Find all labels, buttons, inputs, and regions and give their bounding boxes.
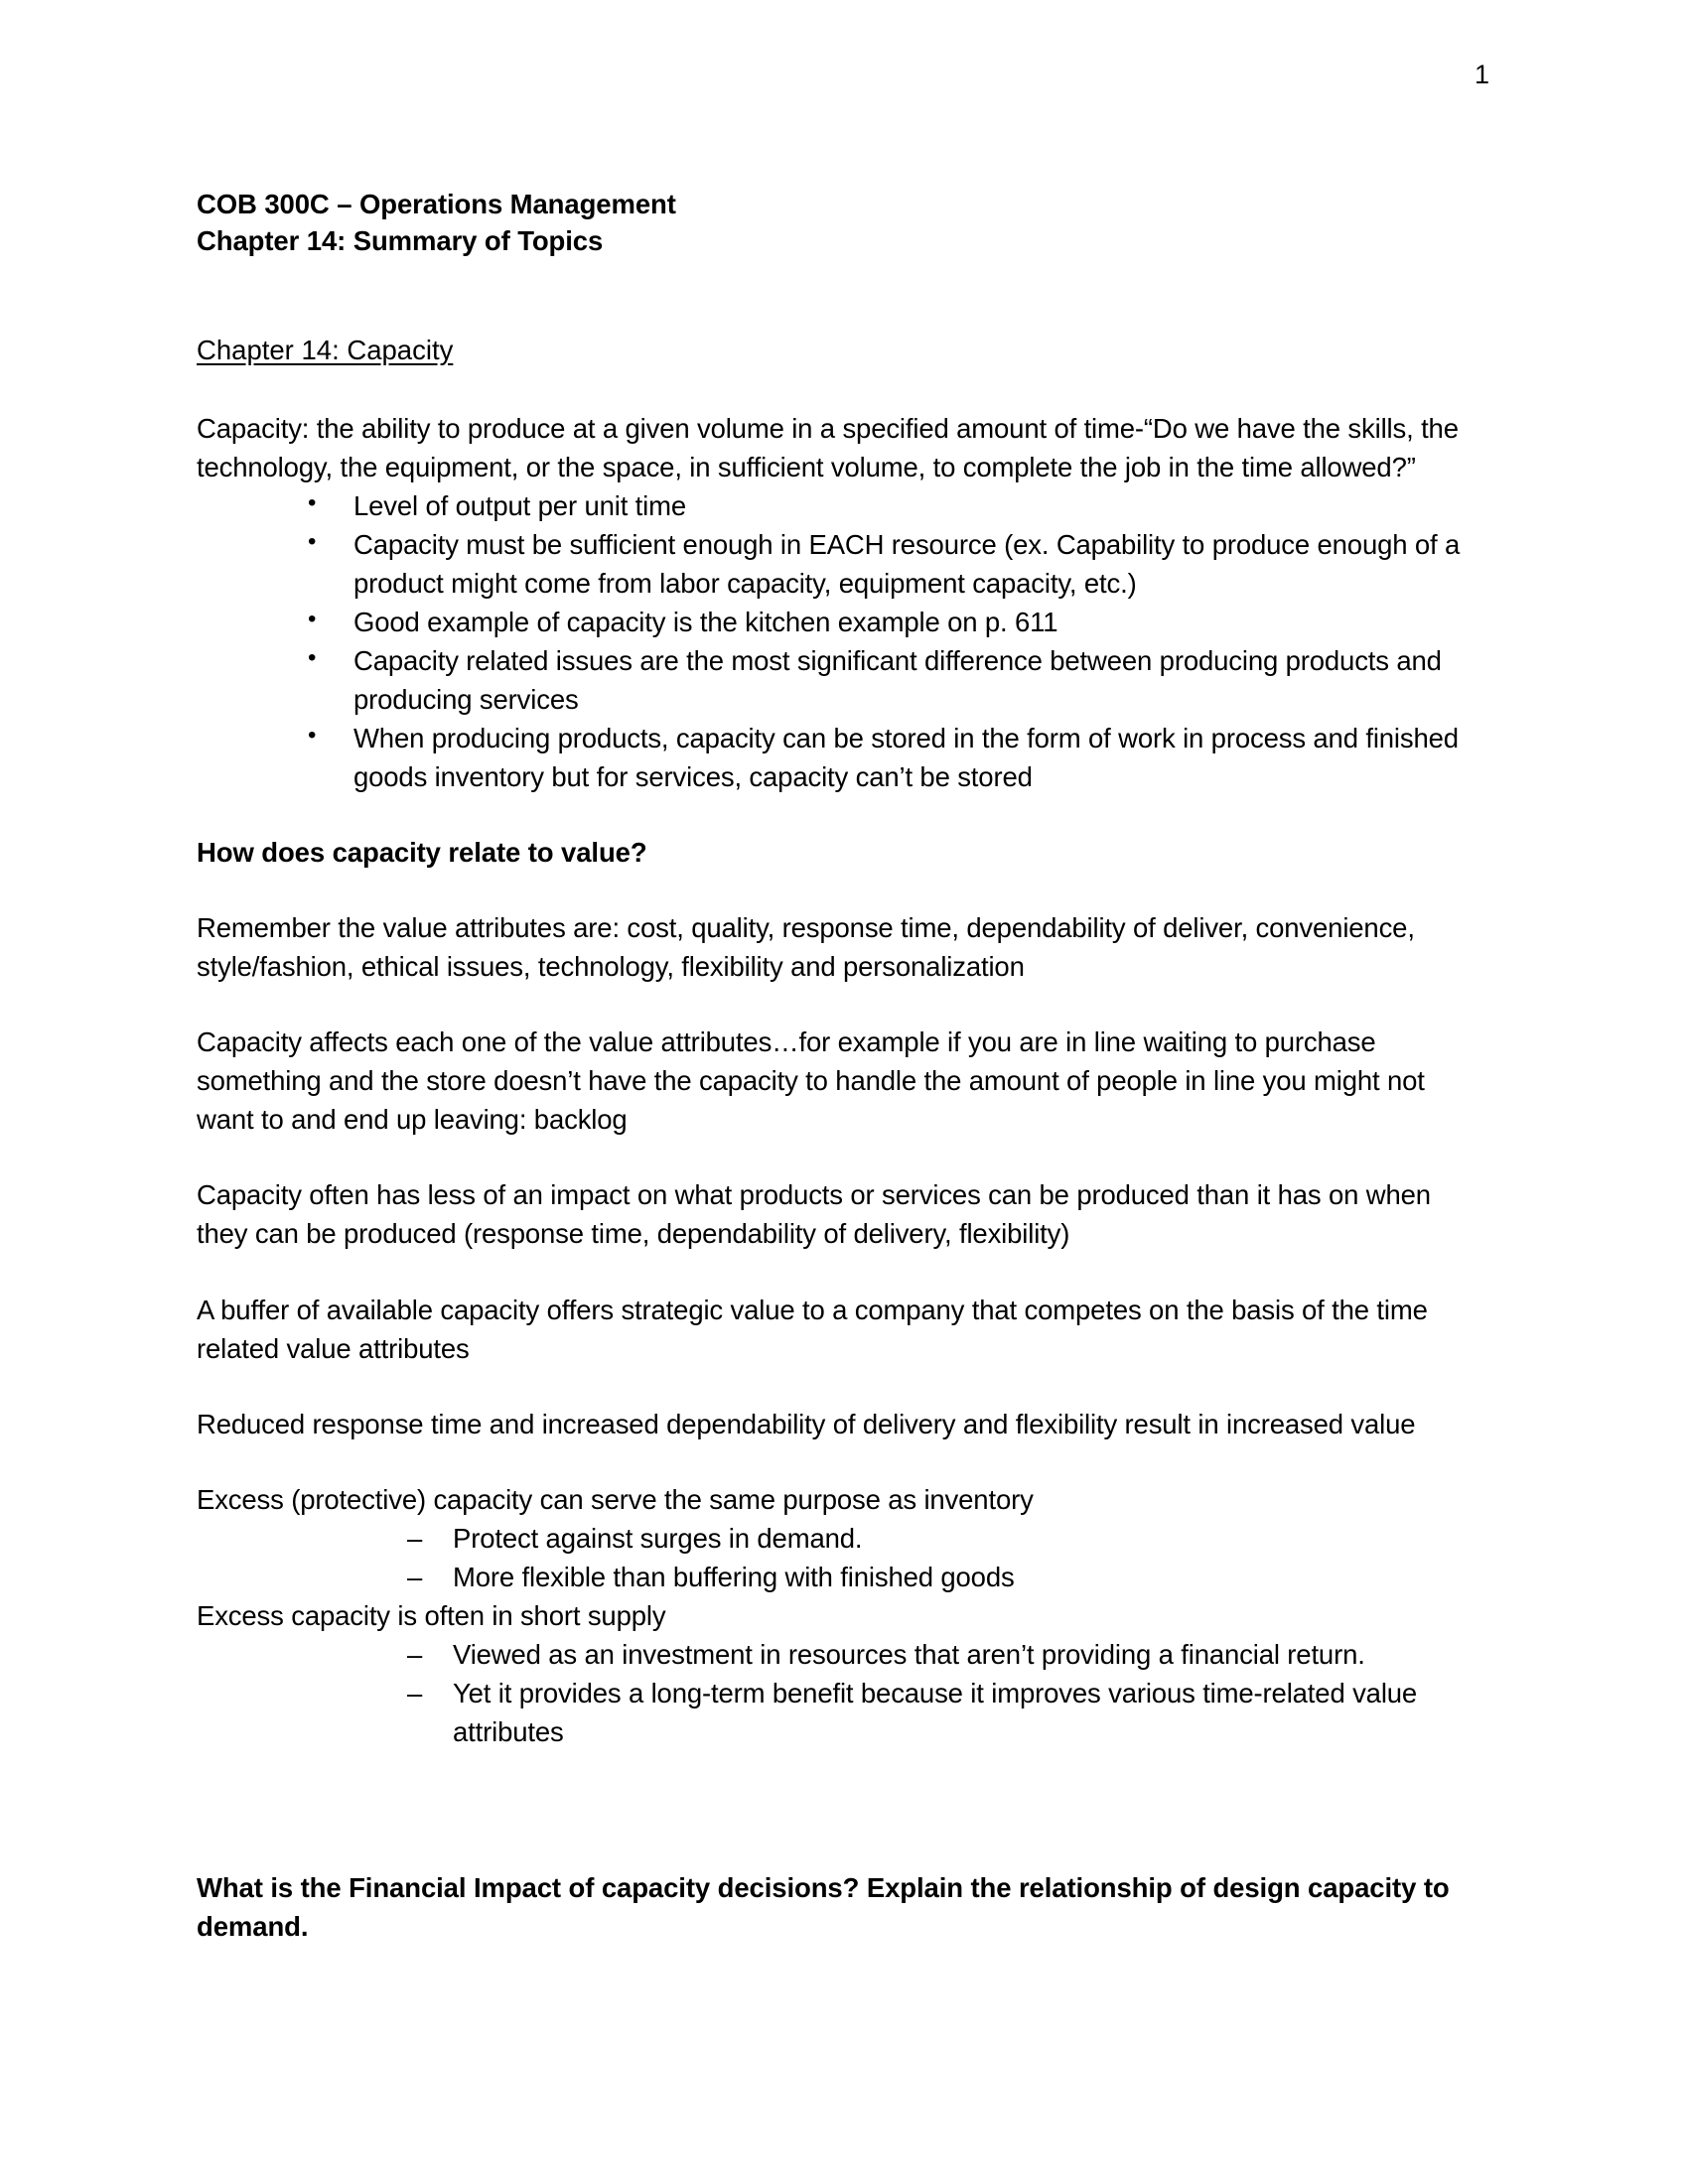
list-item [197,1519,1487,1558]
spacer [197,1139,1487,1175]
document-title-block [197,187,1487,259]
spacer [197,259,1487,333]
list-item [197,719,1487,796]
list-item [197,641,1487,719]
list-item [197,1674,1487,1751]
dash-icon: – [407,1677,423,1708]
list-item-label: More flexible than buffering with finished goods [453,1561,1015,1592]
list-item-label: Yet it provides a long-term benefit because it improves various time-related value attributes [453,1677,1418,1747]
list-item-label: Viewed as an investment in resources that aren’t providing a financial return. [453,1638,1365,1670]
list-item [197,486,1487,525]
spacer [197,1443,1487,1480]
course-title-line: COB 300C – Operations Management [197,189,676,219]
spacer [197,369,1487,409]
list-item [197,1635,1487,1674]
list-item [197,525,1487,603]
bullet-icon: • [308,527,317,555]
capacity-impact-paragraph: Capacity often has less of an impact on what products or services can be produced than it has on when they can be produced (response time, dependability of delivery, flexibility) [197,1179,1431,1250]
list-item-label: Capacity must be sufficient enough in EACH resource (ex. Capability to produce enough of a product might come from labor capacity, equipment capacity, etc.) [353,528,1461,599]
spacer [197,1254,1487,1291]
reduced-response-paragraph: Reduced response time and increased dependability of delivery and flexibility result in increased value [197,1408,1416,1439]
list-item [197,1558,1487,1596]
bullet-icon: • [308,605,317,632]
dash-icon: – [407,1561,423,1592]
capacity-bullet-list [197,486,1487,796]
bullet-icon: • [308,722,317,750]
chapter-capacity-heading: Chapter 14: Capacity [197,335,454,366]
document-body [197,187,1487,1946]
bullet-icon: • [308,488,317,516]
value-question-heading: How does capacity relate to value? [197,837,647,869]
dash-icon: – [407,1638,423,1670]
bullet-icon: • [308,643,317,671]
dash-icon: – [407,1522,423,1554]
chapter-title-line: Chapter 14: Summary of Topics [197,224,604,256]
list-item-label: When producing products, capacity can be stored in the form of work in process and finished goods inventory but for services, capacity can’t be stored [353,723,1459,793]
list-item-label: Protect against surges in demand. [453,1522,863,1554]
spacer [197,986,1487,1023]
spacer [197,872,1487,908]
list-item-label: Capacity related issues are the most significant difference between producing products and producing services [353,644,1442,716]
excess-short-supply-lead: Excess capacity is often in short supply [197,1599,666,1631]
excess-protective-list [197,1519,1487,1596]
capacity-definition-paragraph: Capacity: the ability to produce at a given volume in a specified amount of time-“Do we have the skills, the technology, the equipment, or the space, in sufficient volume, to complete the job in the time allowed?” [197,412,1459,482]
chapter-heading-wrap [197,333,1487,369]
capacity-affects-paragraph: Capacity affects each one of the value attributes…for example if you are in line waiting to purchase something and the store doesn’t have the capacity to handle the amount of people in line you might not want to and end up leaving: backlog [197,1026,1425,1136]
spacer [197,1751,1487,1868]
excess-short-supply-list [197,1635,1487,1751]
financial-impact-heading: What is the Financial Impact of capacity decisions? Explain the relationship of design capacity to demand. [197,1872,1450,1943]
excess-protective-lead: Excess (protective) capacity can serve the same purpose as inventory [197,1483,1034,1515]
list-item [197,603,1487,641]
list-item-label: Good example of capacity is the kitchen example on p. 611 [353,606,1058,637]
spacer [197,796,1487,833]
spacer [197,1368,1487,1405]
page-number: 1 [1474,60,1489,89]
list-item-label: Level of output per unit time [353,489,687,521]
value-attributes-paragraph: Remember the value attributes are: cost, quality, response time, dependability of deliver, convenience, style/fashion, ethical issues, technology, flexibility and personalization [197,912,1415,983]
buffer-paragraph: A buffer of available capacity offers strategic value to a company that competes on the basis of the time related value attributes [197,1294,1428,1364]
